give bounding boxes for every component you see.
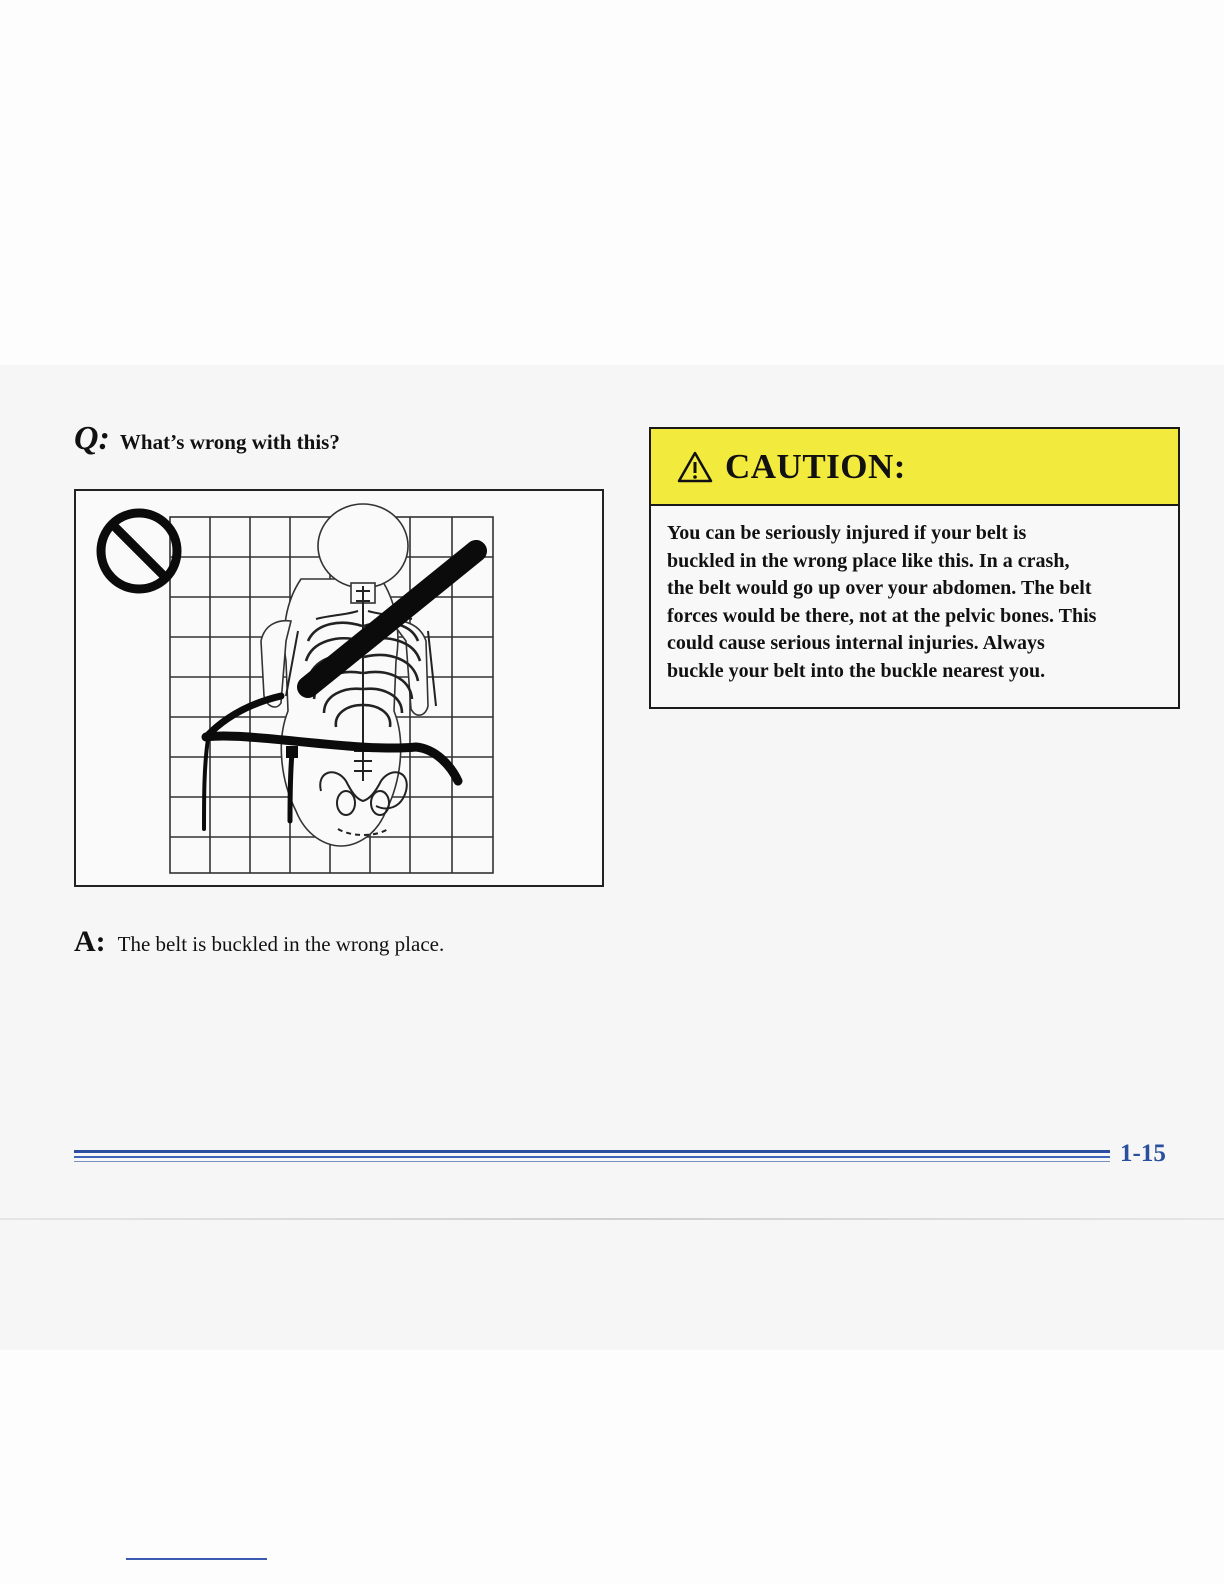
prohibited-icon [101,513,177,589]
caution-line: the belt would go up over your abdomen. The belt [667,577,1092,599]
caution-line: forces would be there, not at the pelvic bones. This [667,604,1097,627]
caution-text [651,506,1178,685]
caution-line: You can be seriously injured if your belt is [667,522,1027,544]
caution-line: could cause serious internal injuries. Always [667,632,1045,654]
skeleton-figure [76,491,602,885]
caution-header [651,429,1178,506]
answer [74,925,444,959]
caution-line: buckled in the wrong place like this. In a crash, [667,549,1070,572]
body-outline [261,504,428,846]
warning-triangle-icon [677,451,713,483]
bottom-mark [126,1558,267,1560]
caution-box [649,427,1180,709]
seatbelt-illustration [74,489,604,887]
caution-title: CAUTION: [725,446,906,486]
question [74,420,340,458]
answer-text: The belt is buckled in the wrong place. [117,932,445,956]
answer-label: A: [74,925,106,958]
question-label: Q: [74,420,110,457]
fold-line [0,1218,1224,1220]
footer-rule [74,1150,1110,1164]
page-number: 1-15 [1120,1140,1166,1167]
caution-line: buckle your belt into the buckle nearest you. [667,659,1046,682]
question-text: What’s wrong with this? [119,430,340,454]
